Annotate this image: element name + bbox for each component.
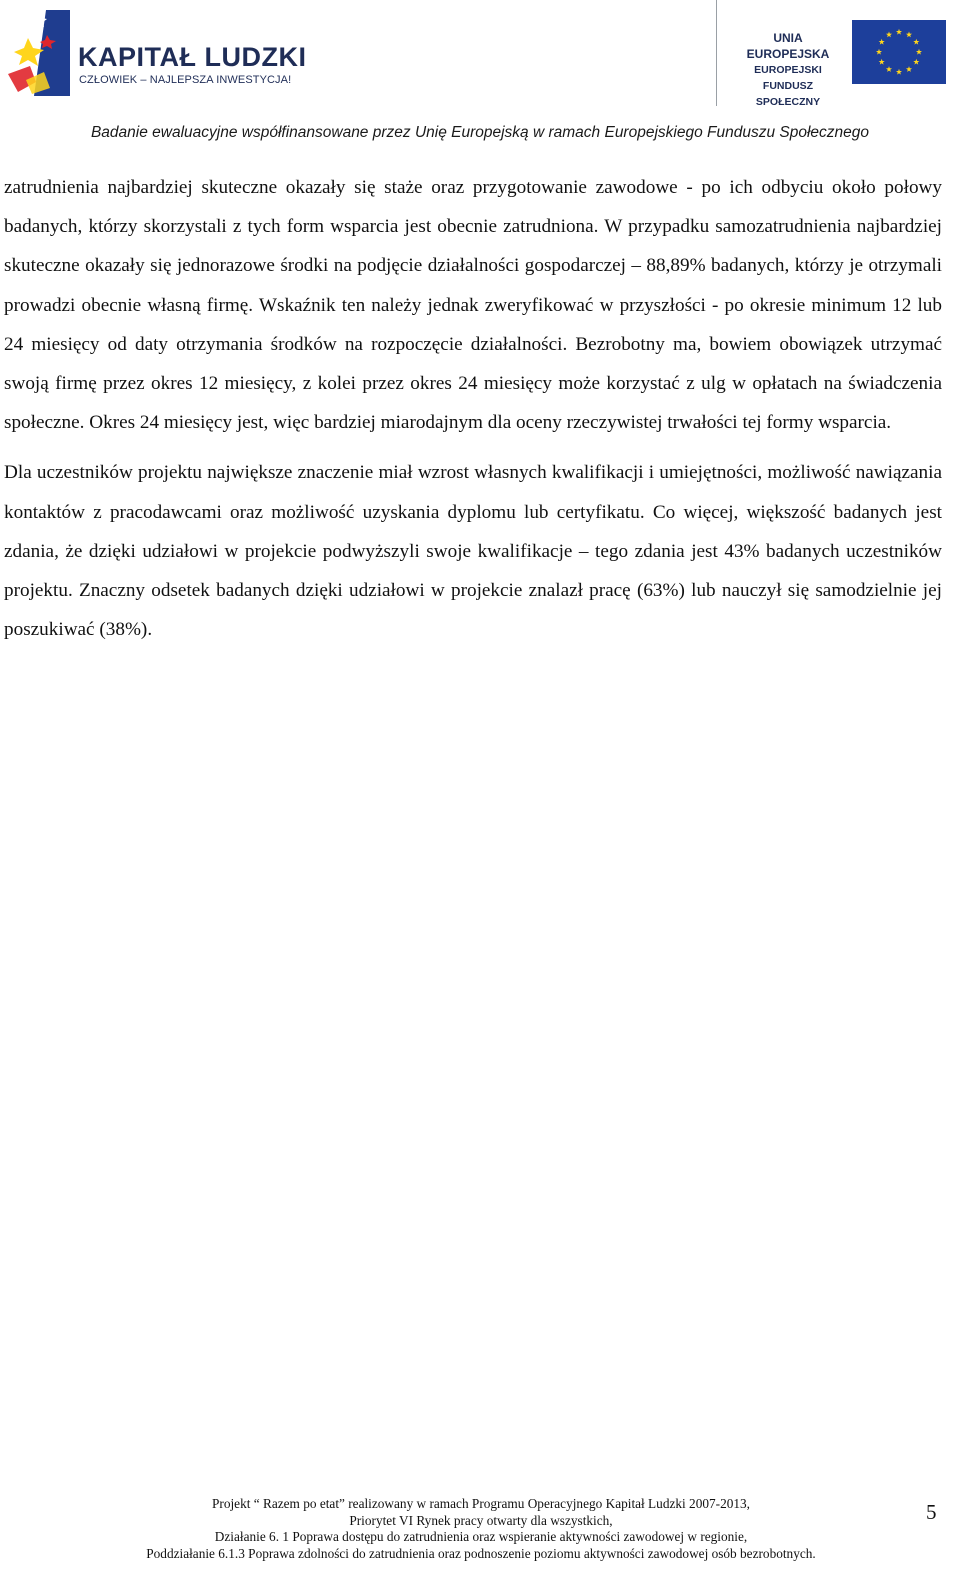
eu-line-1: UNIA EUROPEJSKA (746, 31, 830, 61)
footer-line: Projekt “ Razem po etat” realizowany w ramach Programu Operacyjnego Kapitał Ludzki 2007-2013, (212, 1496, 750, 1511)
page-number: 5 (926, 1500, 937, 1524)
footer-line: Poddziałanie 6.1.3 Poprawa zdolności do zatrudnienia oraz podnoszenie poziomu aktywności zawodowej osób bezrobotnych. (146, 1545, 816, 1561)
kapital-ludzki-slogan: CZŁOWIEK – NAJLEPSZA INWESTYCJA! (79, 74, 292, 86)
eu-line-2: EUROPEJSKI (754, 64, 822, 76)
cofinancing-banner: Badanie ewaluacyjne współfinansowane przez Unię Europejską w ramach Europejskiego Funduszu Społecznego (90, 124, 870, 141)
eu-line-3: FUNDUSZ SPOŁECZNY (755, 80, 821, 108)
eu-logo (716, 0, 956, 106)
paragraph: Dla uczestników projektu największe znaczenie miał wzrost własnych kwalifikacji i umiejętności, możliwość nawiązania kontaktów z pracodawcami oraz możliwość uzyskania dyplomu lub certyfikatu. Co więcej, większość badanych jest zdania, że dzięki udziałowi w projekcie podwyższyli swoje kwalifikacje – tego zdania jest 43% badanych uczestników projektu. Znaczny odsetek badanych dzięki udziałowi w projekcie znalazł pracę (63%) lub nauczył się samodzielnie jej poszukiwać (38%). (4, 462, 942, 641)
page-header (0, 0, 960, 145)
eu-flag-icon (852, 20, 946, 84)
kapital-ludzki-title: KAPITAŁ LUDZKI (78, 42, 307, 72)
document-body (4, 168, 942, 649)
footer-line: Działanie 6. 1 Poprawa dostępu do zatrudnienia oraz wspieranie aktywności zawodowej w regionie, (214, 1529, 748, 1544)
eu-text (734, 30, 842, 110)
kapital-ludzki-logo (6, 8, 306, 98)
footer-line: Priorytet VI Rynek pracy otwarty dla wszystkich, (349, 1512, 613, 1528)
kapital-ludzki-emblem-icon (6, 8, 72, 98)
logo-divider (716, 0, 717, 106)
page-footer (96, 1496, 866, 1562)
paragraph: zatrudnienia najbardziej skuteczne okazały się staże oraz przygotowanie zawodowe - po ich odbyciu około połowy badanych, którzy skorzystali z tych form wsparcia jest obecnie zatrudniona. W przypadku samozatrudnienia najbardziej skuteczne okazały się jednorazowe środki na podjęcie działalności gospodarczej – 88,89% badanych, którzy je otrzymali prowadzi obecnie własną firmę. Wskaźnik ten należy jednak zweryfikować w przyszłości - po okresie minimum 12 lub 24 miesięcy od daty otrzymania środków na rozpoczęcie działalności. Bezrobotny ma, bowiem obowiązek utrzymać swoją firmę przez okres 12 miesięcy, z kolei przez okres 24 miesięcy może korzystać z ulg w opłatach na świadczenia społeczne. Okres 24 miesięcy jest, więc bardziej miarodajnym dla oceny rzeczywistej trwałości tej formy wsparcia. (4, 177, 942, 434)
